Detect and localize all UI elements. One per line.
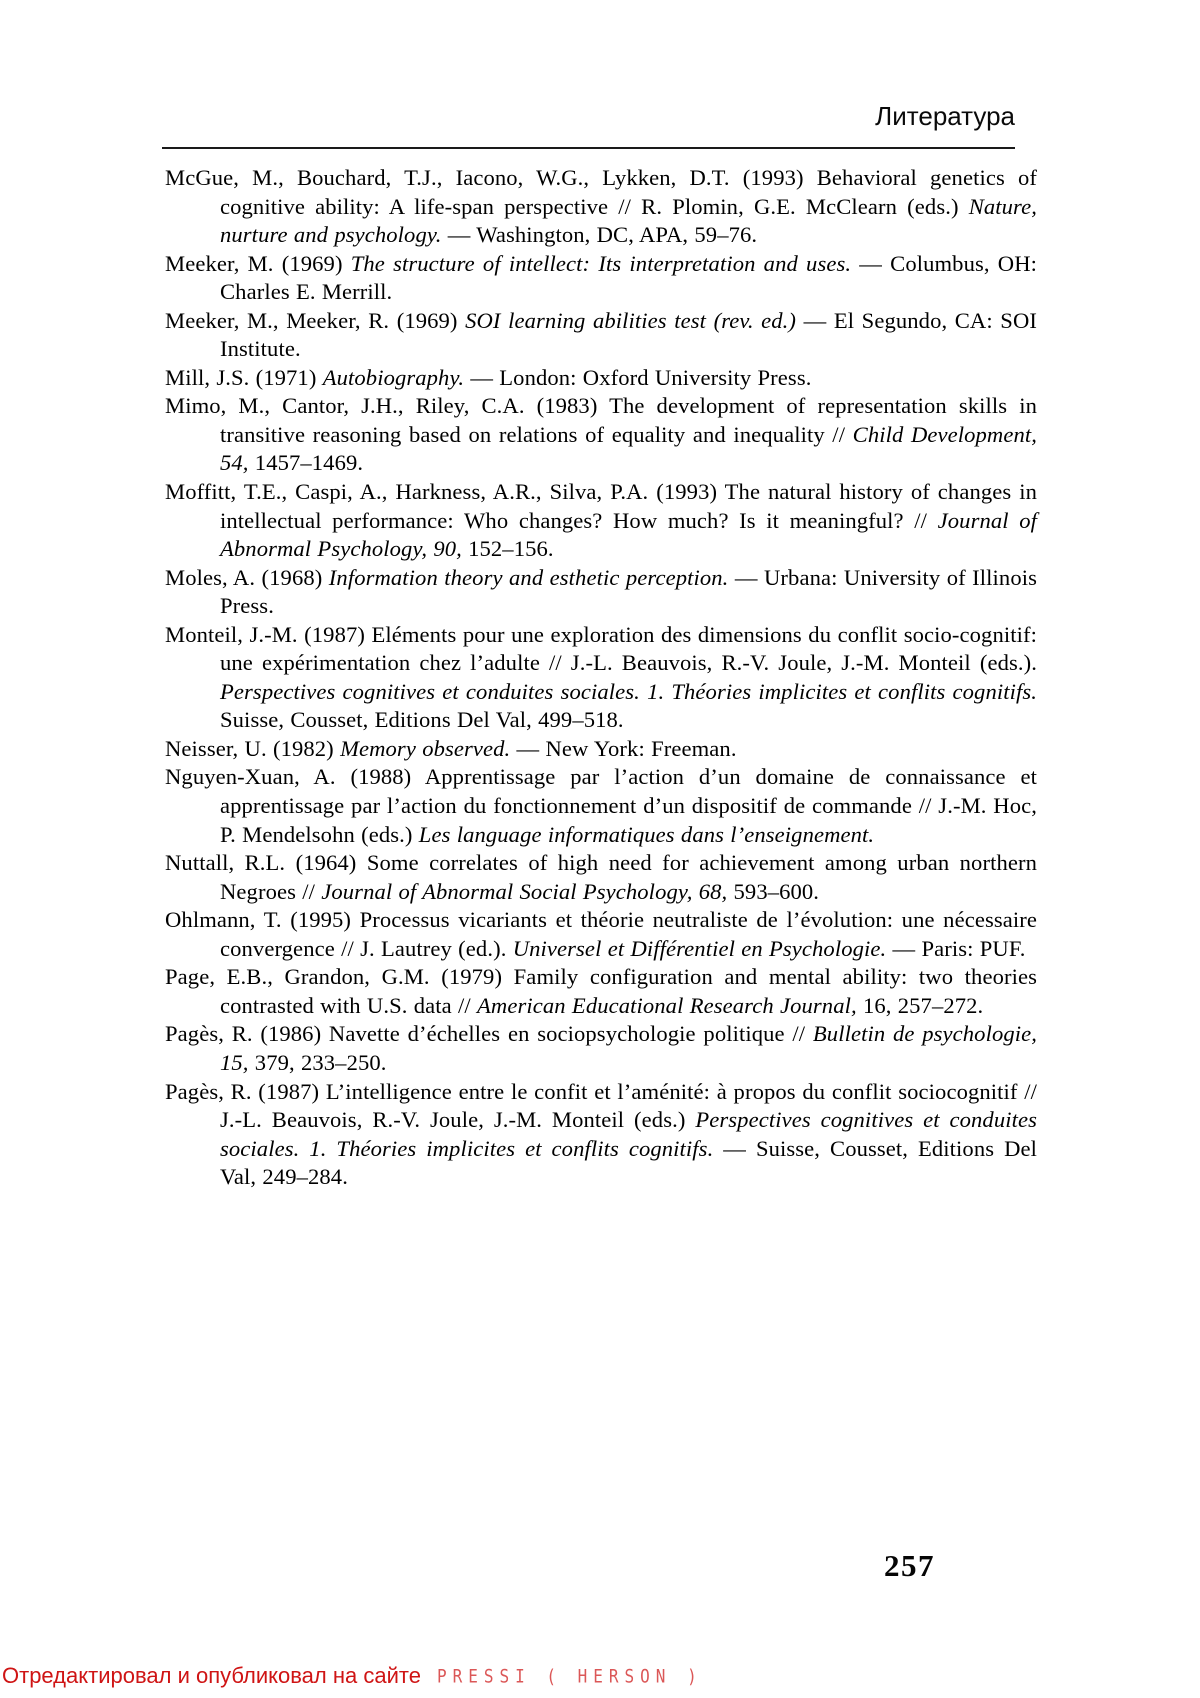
reference-entry — [165, 1078, 1037, 1192]
reference-entry — [165, 621, 1037, 735]
reference-title-italic: Memory observed. — [340, 735, 511, 761]
reference-entry — [165, 564, 1037, 621]
reference-text: — Suisse, Cousset, Editions Del Val, 249–284. — [220, 1135, 1038, 1190]
reference-text: Mimo, M., Cantor, J.H., Riley, C.A. (1983) The development of representation skills in transitive reasoning based on relations of equality and inequality // — [165, 393, 1037, 447]
watermark — [2, 1663, 703, 1689]
reference-entry — [165, 364, 1037, 393]
reference-entry — [165, 392, 1037, 478]
reference-title-italic: Child Development, 54, — [220, 421, 1037, 476]
reference-title-italic: Universel et Différentiel en Psychologie. — [512, 935, 887, 961]
reference-text: 1457–1469. — [248, 450, 364, 476]
reference-entry — [165, 307, 1037, 364]
reference-text: — London: Oxford University Press. — [464, 364, 812, 390]
reference-text: Suisse, Cousset, Editions Del Val, 499–518. — [220, 707, 624, 733]
reference-title-italic: Les language informatiques dans l’enseignement. — [418, 821, 875, 847]
reference-title-italic: Bulletin de psychologie, 15, — [220, 1021, 1037, 1075]
reference-text: Ohlmann, T. (1995) Processus vicariants et théorie neutraliste de l’évolution: une nécessaire convergence // J. Lautrey (ed.). — [165, 907, 1037, 961]
reference-text: — Washington, DC, APA, 59–76. — [441, 222, 758, 248]
reference-text: Moles, A. (1968) — [165, 564, 329, 590]
reference-text: Monteil, J.-M. (1987) Eléments pour une exploration des dimensions du conflit socio-cognitif: une expérimentation chez l’adulte // J.-L. Beauvois, R.-V. Joule, J.-M. Monteil (eds.). — [165, 621, 1037, 676]
reference-text: — Columbus, OH: Charles E. Merrill. — [220, 250, 1037, 305]
reference-title-italic: Perspectives cognitives et conduites sociales. 1. Théories implicites et conflits cognitifs. — [220, 1107, 1037, 1161]
reference-text: Meeker, M., Meeker, R. (1969) — [165, 307, 466, 333]
reference-title-italic: Journal of Abnormal Psychology, 90, — [220, 507, 1038, 562]
reference-text: — Urbana: University of Illinois Press. — [220, 564, 1037, 619]
reference-list — [165, 164, 1037, 1192]
reference-title-italic: The structure of intellect: Its interpretation and uses. — [350, 250, 852, 276]
reference-entry — [165, 849, 1037, 906]
header-rule — [162, 147, 1015, 149]
reference-text: 593–600. — [727, 878, 820, 904]
reference-text: 16, 257–272. — [856, 992, 984, 1018]
reference-entry — [165, 250, 1037, 307]
reference-text: Pagès, R. (1986) Navette d’échelles en sociopsychologie politique // — [165, 1021, 813, 1047]
reference-text: 379, 233–250. — [248, 1049, 387, 1075]
reference-text: — New York: Freeman. — [510, 735, 737, 761]
reference-entry — [165, 478, 1037, 564]
reference-text: Mill, J.S. (1971) — [165, 364, 323, 390]
reference-text: 152–156. — [461, 536, 554, 562]
reference-text: Nguyen-Xuan, A. (1988) Apprentissage par l’action d’un domaine de connaissance et apprentissage par l’action du fonctionnement d’un dispositif de commande // J.-M. Hoc, P. Mendelsohn (eds.) — [165, 764, 1037, 847]
reference-text: McGue, M., Bouchard, T.J., Iacono, W.G., Lykken, D.T. (1993) Behavioral genetics of cognitive ability: A life-span perspective // R. Plomin, G.E. McClearn (eds.) — [165, 165, 1037, 219]
reference-title-italic: Information theory and esthetic perception. — [328, 564, 729, 590]
reference-title-italic: Perspectives cognitives et conduites sociales. 1. Théories implicites et conflits cognitifs. — [220, 678, 1037, 704]
watermark-text: Отредактировал и опубликовал на сайте — [2, 1663, 421, 1688]
reference-text: Nuttall, R.L. (1964) Some correlates of high need for achievement among urban northern Negroes // — [165, 850, 1037, 904]
page-number: 257 — [884, 1548, 935, 1583]
reference-entry — [165, 735, 1037, 764]
reference-title-italic: Journal of Abnormal Social Psychology, 68, — [321, 878, 728, 904]
reference-entry — [165, 963, 1037, 1020]
reference-text: — El Segundo, CA: SOI Institute. — [220, 307, 1037, 362]
reference-text: Pagès, R. (1987) L’intelligence entre le confit et l’aménité: à propos du conflit sociocognitif // J.-L. Beauvois, R.-V. Joule, J.-M. Monteil (eds.) — [165, 1078, 1037, 1133]
page-header — [165, 101, 1015, 132]
reference-title-italic: SOI learning abilities test (rev. ed.) — [465, 307, 797, 333]
reference-text: Moffitt, T.E., Caspi, A., Harkness, A.R., Silva, P.A. (1993) The natural history of changes in intellectual performance: Who changes? How much? Is it meaningful? // — [165, 479, 1037, 533]
reference-entry — [165, 763, 1037, 849]
reference-title-italic: Nature, nurture and psychology. — [220, 193, 1037, 248]
reference-text: Neisser, U. (1982) — [165, 735, 341, 761]
reference-text: — Paris: PUF. — [886, 935, 1026, 961]
reference-title-italic: Autobiography. — [322, 364, 465, 390]
reference-title-italic: American Educational Research Journal, — [477, 992, 857, 1018]
reference-text: Meeker, M. (1969) — [165, 250, 351, 276]
reference-entry — [165, 164, 1037, 250]
reference-entry — [165, 1020, 1037, 1077]
chapter-title: Литература — [875, 101, 1015, 131]
reference-entry — [165, 906, 1037, 963]
watermark-site-logo: PRESSI ( HERSON ) — [436, 1665, 703, 1687]
reference-text: Page, E.B., Grandon, G.M. (1979) Family configuration and mental ability: two theories contrasted with U.S. data // — [165, 964, 1037, 1018]
